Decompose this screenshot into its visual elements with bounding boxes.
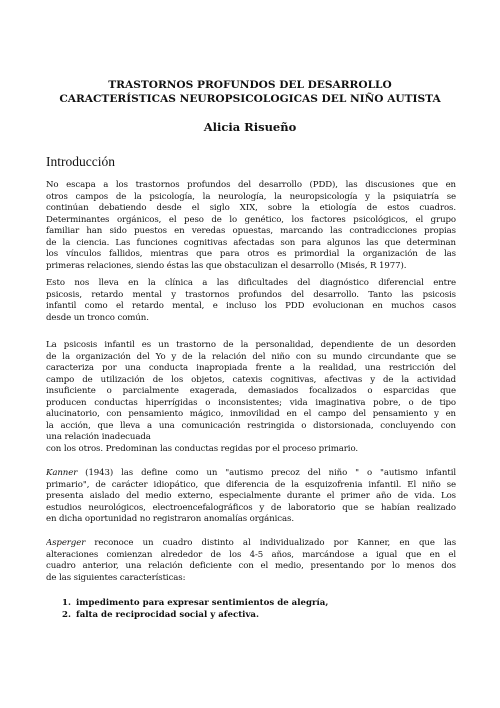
paragraph-line: primeras relaciones, siendo éstas las que obstaculizan el desarrollo (Misés, R 1977).	[46, 260, 407, 271]
paragraph-2	[46, 278, 456, 324]
paragraph-line: alteraciones comienzan alrededor de los 4-5 años, marcándose a igual que en el	[46, 549, 456, 560]
paragraph-line	[46, 468, 456, 480]
list-item-number: 2.	[62, 610, 71, 620]
document-title	[40, 78, 460, 106]
paragraph-line: primario", de carácter idiopático, que diferencia de la esquizofrenia infantil. El niño se	[46, 479, 456, 490]
author-reference-asperger: Asperger	[46, 538, 86, 548]
paragraph-line: producen conductas hiperrígidas o inconsistentes; vida imaginativa pobre, o de tipo	[46, 397, 456, 408]
paragraph-line: de la ciencia. Las funciones cognitivas afectadas son para algunos las que determinan	[46, 237, 456, 248]
paragraph-line: continúan debatiendo desde el siglo XIX, sobre la etiología de estos cuadros.	[46, 203, 456, 214]
paragraph-3	[46, 340, 456, 455]
paragraph-line: Esto nos lleva en la clínica a las dificultades del diagnóstico diferencial entre	[46, 278, 456, 288]
paragraph-line: una relación inadecuada	[46, 432, 151, 443]
paragraph-line: los vínculos fallidos, mientras que para otros es primordial la organización de las	[46, 249, 456, 260]
paragraph-line: insuficiente o parcialmente exagerada, demasiados focalizados o esparcidas que	[46, 386, 456, 397]
paragraph-line: de la organización del Yo y de la relación del niño con su mundo circundante que se	[46, 351, 456, 362]
paragraph-line-rest: reconoce un cuadro distinto al individualizado por Kanner, en que las	[85, 538, 456, 548]
paragraph-5	[46, 538, 456, 584]
paragraph-line: la acción, que lleva a una comunicación restringida o distorsionada, concluyendo con	[46, 420, 456, 431]
paragraph-line: de las siguientes características:	[46, 572, 186, 583]
paragraph-line: infantil como el retardo mental, e incluso los PDD evolucionan en muchos casos	[46, 301, 456, 312]
list-item-text: falta de reciprocidad social y afectiva.	[76, 610, 259, 620]
paragraph-line: con los otros. Predominan las conductas regidas por el proceso primario.	[46, 443, 359, 454]
paragraph-line: Determinantes orgánicos, el peso de lo genético, los factores psicológicos, el grupo	[46, 214, 456, 225]
title-line-2: CARACTERÍSTICAS NEUROPSICOLOGICAS DEL NIÑO AUTISTA	[59, 93, 441, 105]
paragraph-line: cuadro anterior, una relación deficiente con el medio, presentando por lo menos dos	[46, 561, 456, 572]
paragraph-line: alucinatorio, con pensamiento mágico, inmovilidad en el campo del pensamiento y en	[46, 409, 456, 420]
paragraph-line: desde un tronco común.	[46, 312, 149, 323]
section-heading: Introducción	[46, 154, 115, 169]
paragraph-line: familiar han sido puestos en veredas opuestas, marcando las contradicciones propias	[46, 226, 456, 237]
paragraph-line: No escapa a los trastornos profundos del desarrollo (PDD), las discusiones que en	[46, 180, 456, 190]
paragraph-line: presenta aislado del medio externo, especialmente durante el primer año de vida. Los	[46, 491, 456, 502]
paragraph-1	[46, 180, 456, 272]
paragraph-line: otros campos de la psicología, la neurología, la neuropsicología y la psiquiatría se	[46, 191, 456, 202]
author-reference-kanner: Kanner	[46, 468, 78, 478]
list-item-number: 1.	[62, 598, 71, 608]
paragraph-line: psicosis, retardo mental y trastornos profundos del desarrollo. Tanto las psicosis	[46, 289, 456, 300]
paragraph-4	[46, 468, 456, 526]
paragraph-line: caracteriza por una conducta inapropiada frente a la realidad, una restricción del	[46, 363, 456, 374]
list-item	[62, 609, 442, 621]
title-line-1: TRASTORNOS PROFUNDOS DEL DESARROLLO	[108, 79, 392, 91]
paragraph-line: campo de utilización de los objetos, catexis cognitivas, afectivas y de la actividad	[46, 374, 456, 385]
characteristics-list	[62, 597, 442, 621]
paragraph-line-rest: (1943) las define como un "autismo precoz del niño " o "autismo infantil	[77, 468, 456, 478]
list-item	[62, 597, 442, 609]
list-item-text: impedimento para expresar sentimientos de alegría,	[76, 598, 329, 608]
paragraph-line: en dicha oportunidad no registraron anomalías orgánicas.	[46, 514, 294, 525]
paragraph-line	[46, 538, 456, 550]
author-name: Alicia Risueño	[203, 120, 297, 134]
paragraph-line: La psicosis infantil es un trastorno de la personalidad, dependiente de un desorden	[46, 340, 456, 350]
paragraph-line: estudios neurológicos, electroencefalográficos y de laboratorio que se habían realizado	[46, 502, 456, 513]
